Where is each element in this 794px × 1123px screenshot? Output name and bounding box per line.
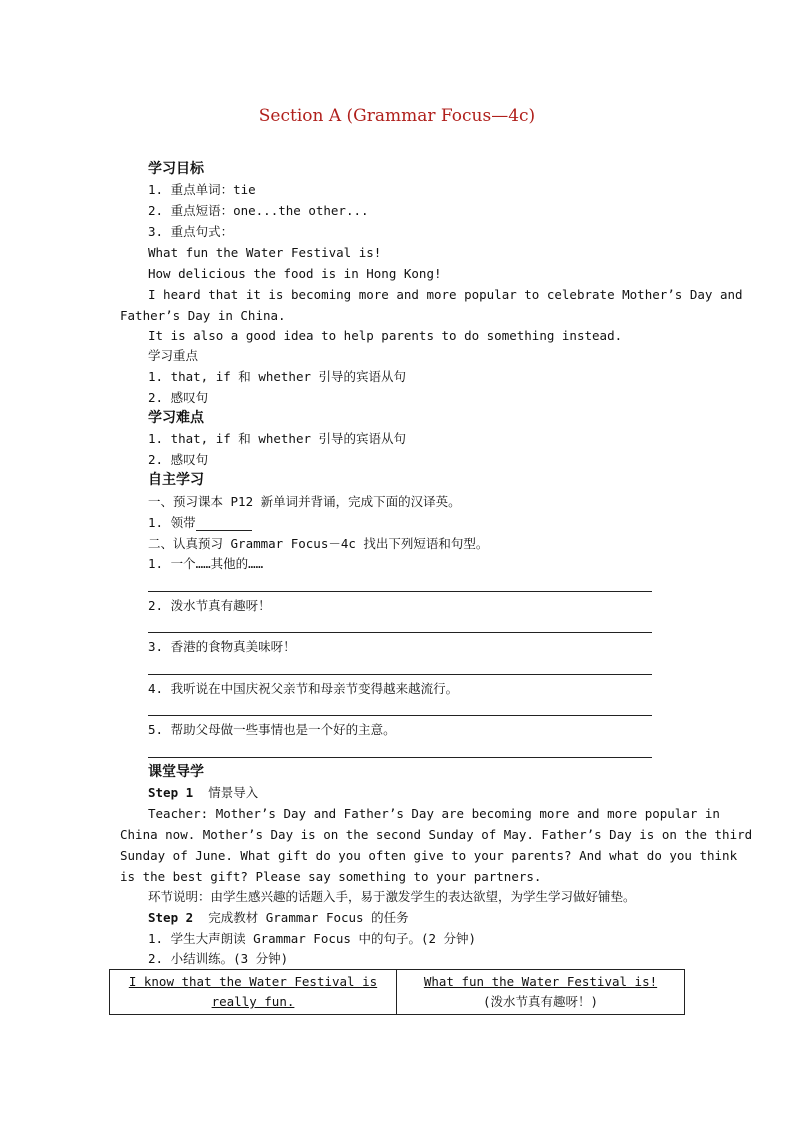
question-item: 5. 帮助父母做一些事情也是一个好的主意。: [148, 722, 396, 737]
key-sentence: How delicious the food is in Hong Kong!: [148, 266, 442, 281]
exclamation-translation: (泼水节真有趣呀！): [482, 994, 599, 1009]
grammar-table: [109, 969, 685, 1015]
step-1: [148, 785, 258, 801]
teacher-text: China now. Mother’s Day is on the second Sunday of May. Father’s Day is on the third: [120, 827, 753, 842]
table-row: [110, 970, 685, 1015]
answer-line[interactable]: [148, 757, 652, 758]
table-cell-left: [110, 970, 397, 1015]
question-item: 2. 泼水节真有趣呀！: [148, 598, 271, 613]
vocab-item: [148, 515, 252, 531]
key-sentence: I heard that it is becoming more and more popular to celebrate Mother’s Day and: [148, 287, 743, 302]
exclamation-sentence: What fun the Water Festival is!: [423, 974, 658, 989]
difficulty-item: 2. 感叹句: [148, 452, 209, 467]
learning-goals-heading: 学习目标: [148, 161, 204, 177]
key-sentence: What fun the Water Festival is!: [148, 245, 382, 260]
vocab-item-label: 1. 领带: [148, 515, 196, 530]
key-sentence: It is also a good idea to help parents to do something instead.: [148, 328, 623, 343]
answer-line[interactable]: [148, 632, 652, 633]
page-title: Section A (Grammar Focus—4c): [258, 106, 536, 126]
table-cell-right: [397, 970, 685, 1015]
task-instruction: 二、认真预习 Grammar Focus－4c 找出下列短语和句型。: [148, 536, 489, 551]
key-point-item: 1. that, if 和 whether 引导的宾语从句: [148, 369, 407, 384]
step-2-title: 完成教材 Grammar Focus 的任务: [208, 910, 409, 925]
teacher-text: Teacher: Mother’s Day and Father’s Day are becoming more and more popular in: [148, 806, 720, 821]
answer-blank[interactable]: [196, 518, 252, 531]
answer-line[interactable]: [148, 715, 652, 716]
task-instruction: 一、预习课本 P12 新单词并背诵，完成下面的汉译英。: [148, 494, 461, 509]
answer-line[interactable]: [148, 591, 652, 592]
example-sentence: I know that the Water Festival is really fun.: [128, 974, 378, 1009]
teacher-text: Sunday of June. What gift do you often give to your parents? And what do you think: [120, 848, 738, 863]
class-guide-heading: 课堂导学: [148, 764, 204, 780]
section-note: 环节说明：由学生感兴趣的话题入手，易于激发学生的表达欲望，为学生学习做好铺垫。: [148, 889, 636, 904]
self-study-heading: 自主学习: [148, 472, 204, 488]
step-1-title: 情景导入: [208, 785, 259, 800]
step-2-item: 1. 学生大声朗读 Grammar Focus 中的句子。(2 分钟): [148, 931, 477, 946]
step-2: [148, 910, 409, 926]
step-2-item: 2. 小结训练。(3 分钟): [148, 951, 289, 966]
goal-item: 2. 重点短语：one...the other...: [148, 203, 369, 218]
difficulty-item: 1. that, if 和 whether 引导的宾语从句: [148, 431, 407, 446]
key-point-item: 2. 感叹句: [148, 390, 209, 405]
answer-line[interactable]: [148, 674, 652, 675]
key-points-heading: 学习重点: [148, 348, 199, 363]
step-1-label: Step 1: [148, 785, 194, 800]
teacher-text: is the best gift? Please say something to your partners.: [120, 869, 542, 884]
goal-item: 1. 重点单词：tie: [148, 182, 256, 197]
goal-item: 3. 重点句式：: [148, 224, 234, 239]
difficulties-heading: 学习难点: [148, 410, 204, 426]
question-item: 4. 我听说在中国庆祝父亲节和母亲节变得越来越流行。: [148, 681, 459, 696]
key-sentence-cont: Father’s Day in China.: [120, 308, 286, 323]
question-item: 3. 香港的食物真美味呀！: [148, 639, 296, 654]
step-2-label: Step 2: [148, 910, 194, 925]
question-item: 1. 一个……其他的……: [148, 556, 264, 571]
